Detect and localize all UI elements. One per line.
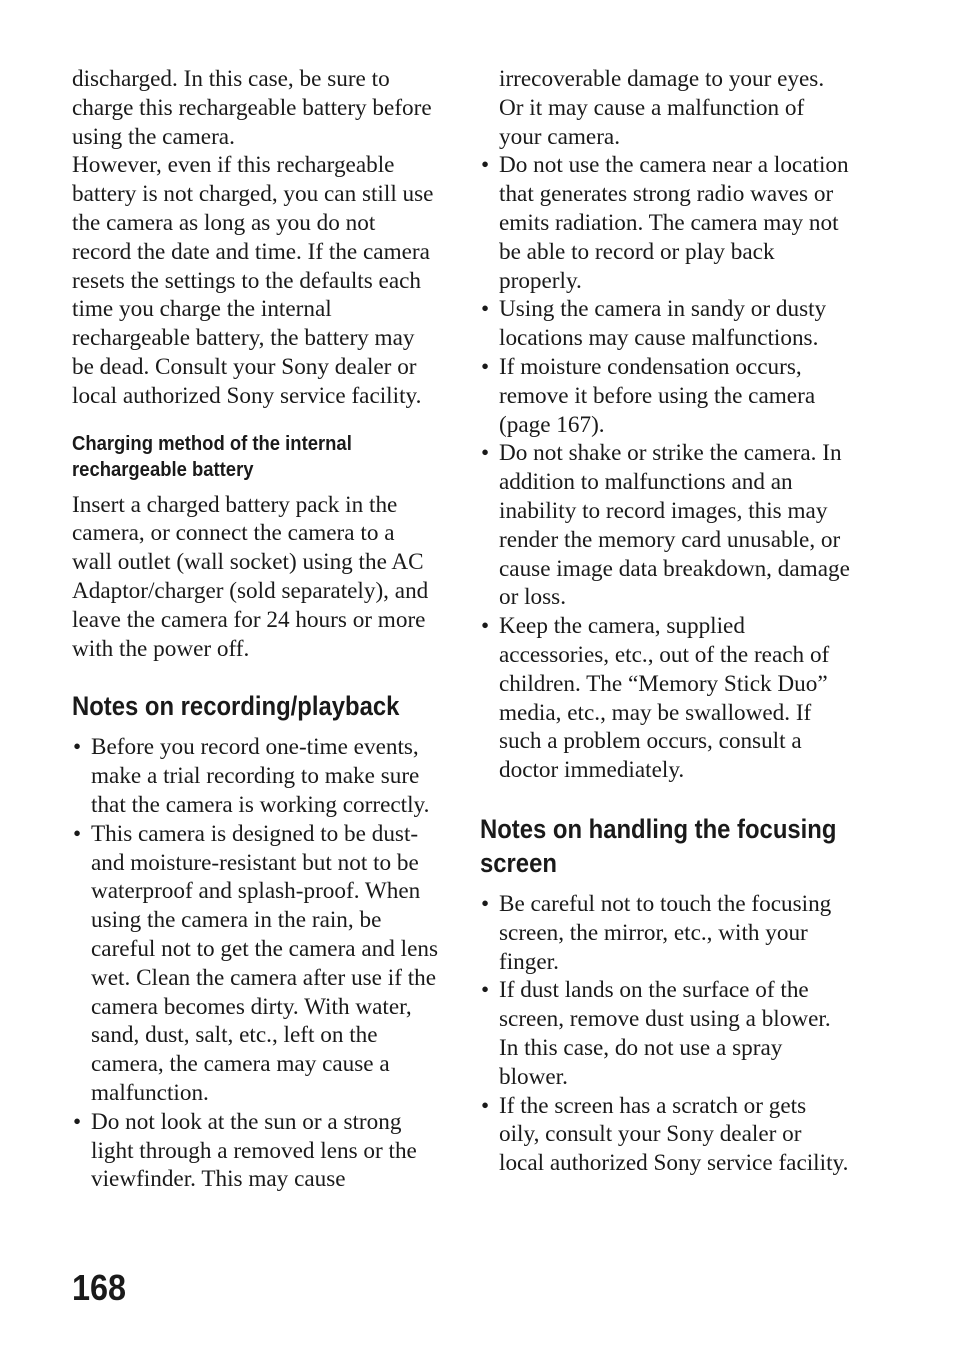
focusing-screen-heading: Notes on handling the focusing screen [480, 813, 837, 878]
intro-paragraph: However, even if this rechargeable battery is not charged, you can still use the camera as long as you do not record the date and time. If the camera resets the settings to the defaults each time you charge the internal rechargeable battery, the battery may be dead. Consult your Sony dealer or local authorized Sony service facility. [72, 152, 434, 409]
list-item: • Be careful not to touch the focusing screen, the mirror, etc., with your finger. [480, 890, 850, 976]
intro-paragraph: discharged. In this case, be sure to charge this rechargeable battery before using the camera. [72, 66, 432, 150]
charging-method-heading: Charging method of the internal rechargeable battery [72, 431, 352, 481]
list-item: • Do not use the camera near a location that generates strong radio waves or emits radiation. The camera may not be able to record or play back properly. [480, 151, 850, 295]
list-item: • If the screen has a scratch or gets oily, consult your Sony dealer or local authorized Sony service facility. [480, 1092, 850, 1178]
right-column [480, 65, 850, 1178]
focusing-screen-list [480, 890, 850, 1178]
list-item: • If moisture condensation occurs, remove it before using the camera (page 167). [480, 353, 850, 439]
list-item: • This camera is designed to be dust- and moisture-resistant but not to be waterproof and splash-proof. When using the camera in the rain, be careful not to get the camera and lens wet. Clean the camera after use if the camera becomes dirty. With water, sand, dust, salt, etc., left on the camera, the camera may cause a malfunction. [72, 820, 438, 1108]
recording-notes-list [72, 733, 438, 1194]
recording-playback-heading: Notes on recording/playback [72, 691, 400, 722]
list-item: • Do not shake or strike the camera. In addition to malfunctions and an inability to record images, this may render the memory card unusable, or cause image data breakdown, damage or loss. [480, 439, 850, 612]
page-number: 168 [72, 1267, 127, 1308]
list-item: • Do not look at the sun or a strong light through a removed lens or the viewfinder. This may cause [72, 1108, 438, 1194]
continued-text: irrecoverable damage to your eyes. Or it may cause a malfunction of your camera. [499, 66, 825, 150]
list-item: • Keep the camera, supplied accessories, etc., out of the reach of children. The “Memory Stick Duo” media, etc., may be swallowed. If such a problem occurs, consult a doctor immediately. [480, 612, 850, 785]
recording-notes-list-continued [480, 151, 850, 785]
left-column [72, 65, 438, 1194]
list-item: • If dust lands on the surface of the screen, remove dust using a blower. In this case, do not use a spray blower. [480, 976, 850, 1091]
charging-method-text: Insert a charged battery pack in the camera, or connect the camera to a wall outlet (wall socket) using the AC Adaptor/charger (sold separately), and leave the camera for 24 hours or more with the power off. [72, 491, 429, 662]
list-item: • Using the camera in sandy or dusty locations may cause malfunctions. [480, 295, 850, 353]
list-item: • Before you record one-time events, make a trial recording to make sure that the camera is working correctly. [72, 733, 438, 819]
